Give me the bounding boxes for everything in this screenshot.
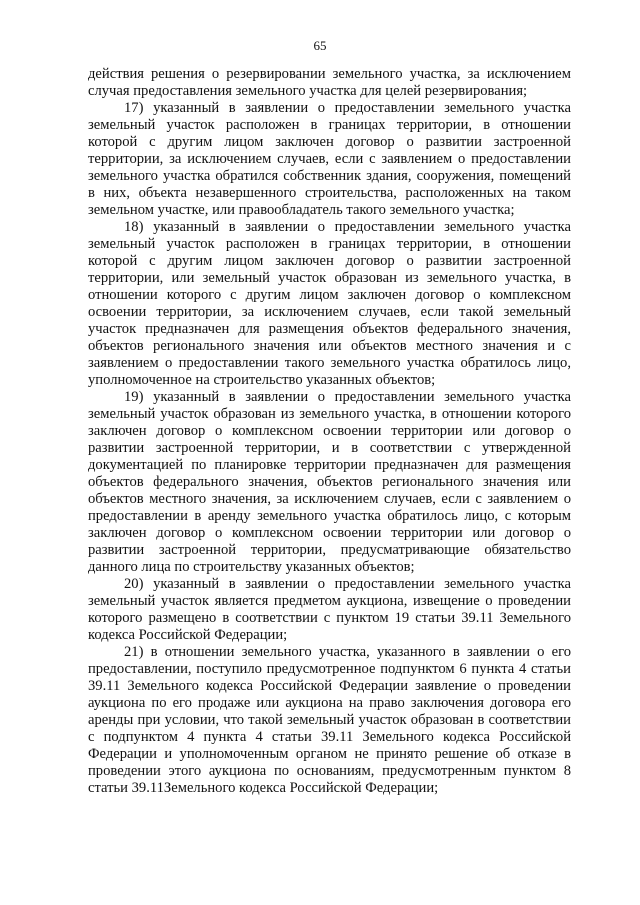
list-item-21: 21) в отношении земельного участка, указанного в заявлении о его предоставлении, поступило предусмотренное подпунктом 6 пункта 4 статьи 39.11 Земельного кодекса Российской Федерации заявление о проведении аукциона по его продаже или аукциона на право заключения договора его аренды при условии, что такой земельный участок образован в соответствии с подпунктом 4 пункта 4 статьи 39.11 Земельного кодекса Российской Федерации и уполномоченным органом не принято решение об отказе в проведении этого аукциона по основаниям, предусмотренным пунктом 8 статьи 39.11Земельного кодекса Российской Федерации;: [88, 644, 571, 796]
list-item-20: 20) указанный в заявлении о предоставлении земельного участка земельный участок является предметом аукциона, извещение о проведении которого размещено в соответствии с пунктом 19 статьи 39.11 Земельного кодекса Российской Федерации;: [88, 576, 571, 643]
page-number: 65: [313, 38, 327, 53]
list-item-19: 19) указанный в заявлении о предоставлении земельного участка земельный участок образован из земельного участка, в отношении которого заключен договор о комплексном освоении территории или договор о развитии застроенной территории, и в соответствии с утвержденной документацией по планировке территории предназначен для размещения объектов федерального значения, объектов регионального значения или объектов местного значения, за исключением случаев, если с заявлением о предоставлении в аренду земельного участка обратилось лицо, с которым заключен договор о комплексном освоении территории или договор о развитии застроенной территории, предусматривающие обязательство данного лица по строительству указанных объектов;: [88, 389, 571, 575]
list-item-17: 17) указанный в заявлении о предоставлении земельного участка земельный участок расположен в границах территории, в отношении которой с другим лицом заключен договор о развитии застроенной территории, за исключением случаев, если с заявлением о предоставлении земельного участка обратился собственник здания, сооружения, помещений в них, объекта незавершенного строительства, расположенных на таком земельном участке, или правообладатель такого земельного участка;: [88, 100, 571, 218]
document-body: [88, 66, 571, 797]
paragraph-continuation: действия решения о резервировании земельного участка, за исключением случая предоставления земельного участка для целей резервирования;: [88, 66, 571, 99]
list-item-18: 18) указанный в заявлении о предоставлении земельного участка земельный участок расположен в границах территории, в отношении которой с другим лицом заключен договор о развитии застроенной территории, или земельный участок образован из земельного участка, в отношении которого с другим лицом заключен договор о комплексном освоении территории, за исключением случаев, если такой земельный участок предназначен для размещения объектов федерального значения, объектов регионального значения или объектов местного значения и с заявлением о предоставлении такого земельного участка обратилось лицо, уполномоченное на строительство указанных объектов;: [88, 219, 571, 388]
